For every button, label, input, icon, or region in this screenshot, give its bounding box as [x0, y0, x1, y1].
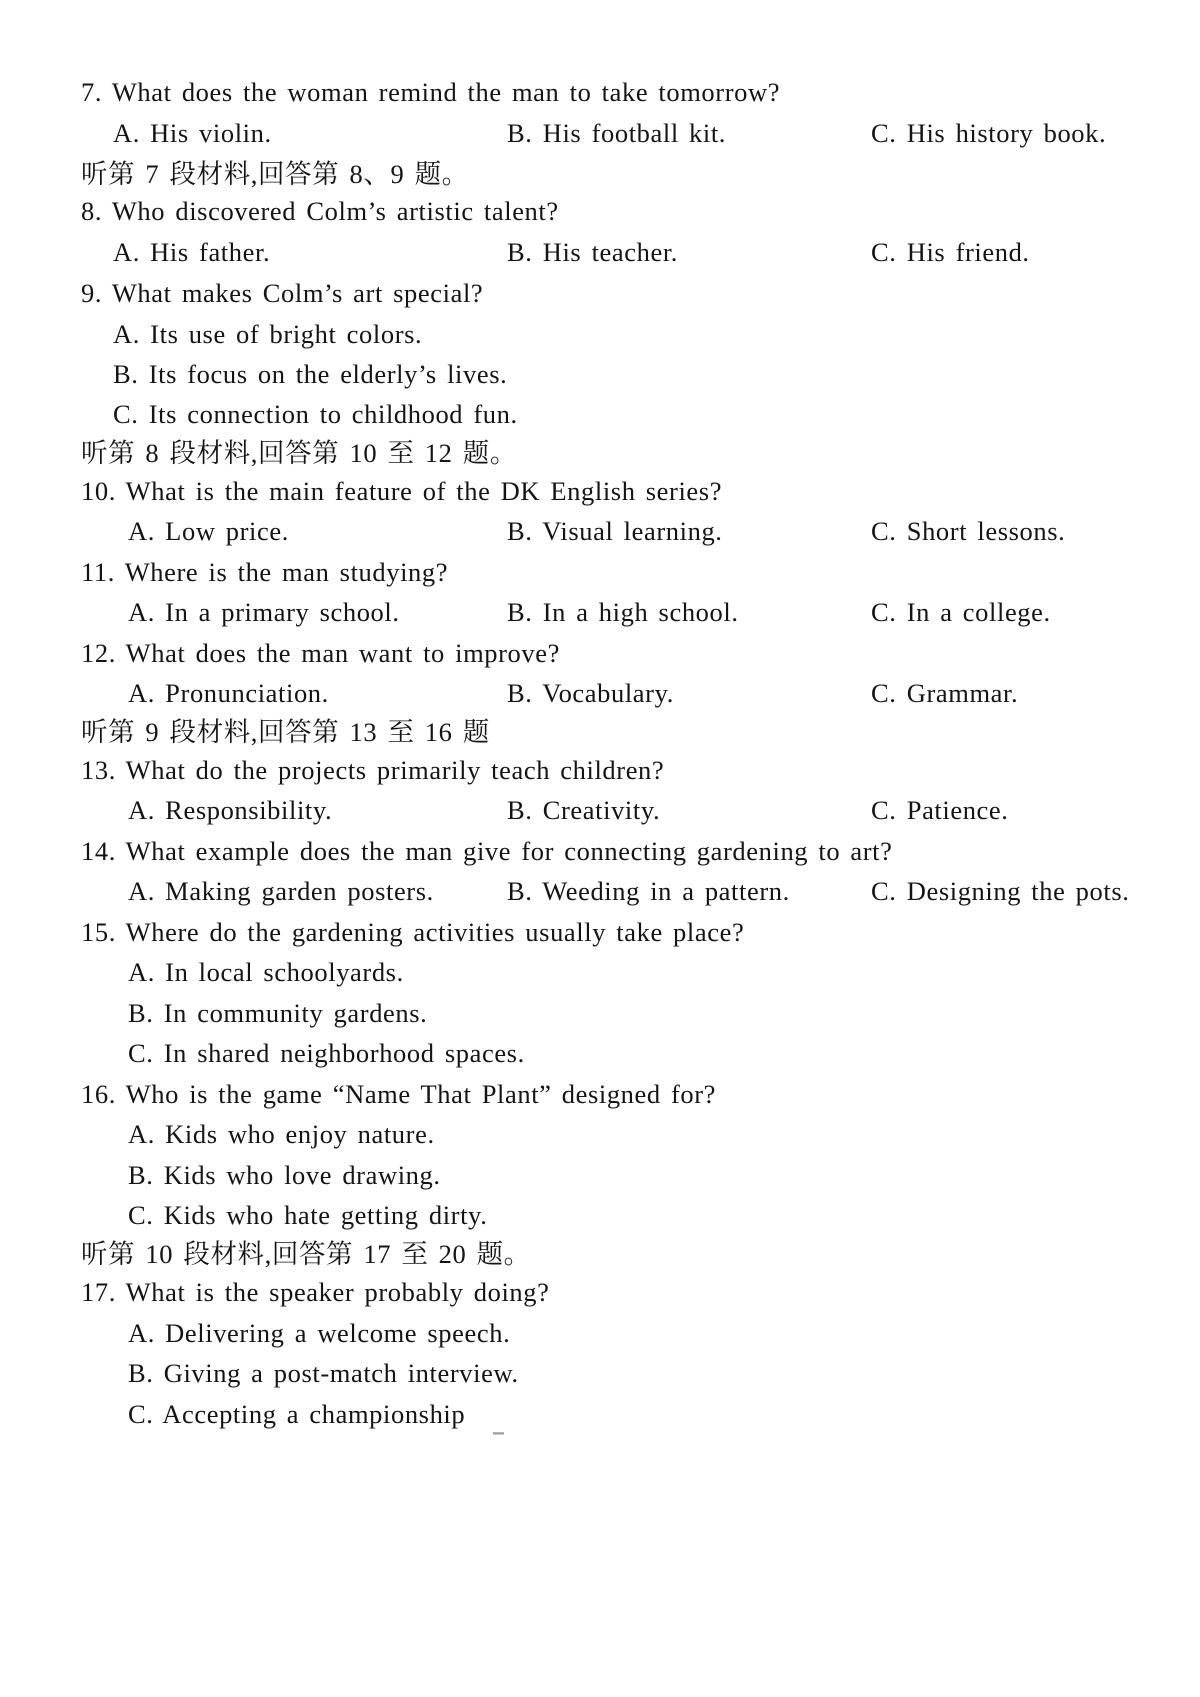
scan-artifact: ▁ [493, 1420, 504, 1435]
question-15-option-b: B. In community gardens. [128, 998, 428, 1028]
question-8-option-a: A. His father. [113, 237, 271, 267]
question-15-option-c: C. In shared neighborhood spaces. [128, 1038, 525, 1068]
question-17-option-a: A. Delivering a welcome speech. [128, 1318, 511, 1348]
section-9-instruction: 听第 9 段材料,回答第 13 至 16 题 [81, 717, 490, 747]
question-7-stem: 7. What does the woman remind the man to take tomorrow? [81, 77, 781, 107]
question-17-stem: 17. What is the speaker probably doing? [81, 1277, 550, 1307]
question-10-stem: 10. What is the main feature of the DK English series? [81, 476, 723, 506]
question-14-option-b: B. Weeding in a pattern. [507, 876, 790, 906]
question-10-option-c: C. Short lessons. [871, 516, 1066, 546]
section-8-instruction: 听第 8 段材料,回答第 10 至 12 题。 [81, 438, 517, 468]
question-11-stem: 11. Where is the man studying? [81, 557, 449, 587]
question-14-option-a: A. Making garden posters. [128, 876, 434, 906]
question-16-stem: 16. Who is the game “Name That Plant” designed for? [81, 1079, 717, 1109]
question-16-option-b: B. Kids who love drawing. [128, 1160, 441, 1190]
question-12-option-a: A. Pronunciation. [128, 678, 329, 708]
question-9-stem: 9. What makes Colm’s art special? [81, 278, 484, 308]
question-13-option-c: C. Patience. [871, 795, 1009, 825]
question-15-option-a: A. In local schoolyards. [128, 957, 404, 987]
question-16-option-a: A. Kids who enjoy nature. [128, 1119, 435, 1149]
question-17-option-b: B. Giving a post-match interview. [128, 1358, 519, 1388]
question-15-stem: 15. Where do the gardening activities usually take place? [81, 917, 745, 947]
question-17-option-c: C. Accepting a championship [128, 1399, 466, 1429]
question-7-option-c: C. His history book. [871, 118, 1107, 148]
question-8-stem: 8. Who discovered Colm’s artistic talent? [81, 196, 559, 226]
question-11-option-c: C. In a college. [871, 597, 1051, 627]
question-9-option-b: B. Its focus on the elderly’s lives. [113, 359, 508, 389]
question-7-option-b: B. His football kit. [507, 118, 727, 148]
section-7-instruction: 听第 7 段材料,回答第 8、9 题。 [81, 159, 469, 189]
question-12-option-b: B. Vocabulary. [507, 678, 674, 708]
question-13-option-a: A. Responsibility. [128, 795, 333, 825]
question-11-option-a: A. In a primary school. [128, 597, 400, 627]
question-12-stem: 12. What does the man want to improve? [81, 638, 560, 668]
question-14-stem: 14. What example does the man give for connecting gardening to art? [81, 836, 893, 866]
question-9-option-c: C. Its connection to childhood fun. [113, 399, 518, 429]
question-8-option-b: B. His teacher. [507, 237, 679, 267]
question-10-option-b: B. Visual learning. [507, 516, 723, 546]
question-13-stem: 13. What do the projects primarily teach children? [81, 755, 665, 785]
question-8-option-c: C. His friend. [871, 237, 1030, 267]
question-12-option-c: C. Grammar. [871, 678, 1019, 708]
question-10-option-a: A. Low price. [128, 516, 289, 546]
section-10-instruction: 听第 10 段材料,回答第 17 至 20 题。 [81, 1239, 531, 1269]
question-7-option-a: A. His violin. [113, 118, 272, 148]
question-14-option-c: C. Designing the pots. [871, 876, 1130, 906]
question-13-option-b: B. Creativity. [507, 795, 661, 825]
question-11-option-b: B. In a high school. [507, 597, 739, 627]
question-9-option-a: A. Its use of bright colors. [113, 319, 423, 349]
question-16-option-c: C. Kids who hate getting dirty. [128, 1200, 488, 1230]
